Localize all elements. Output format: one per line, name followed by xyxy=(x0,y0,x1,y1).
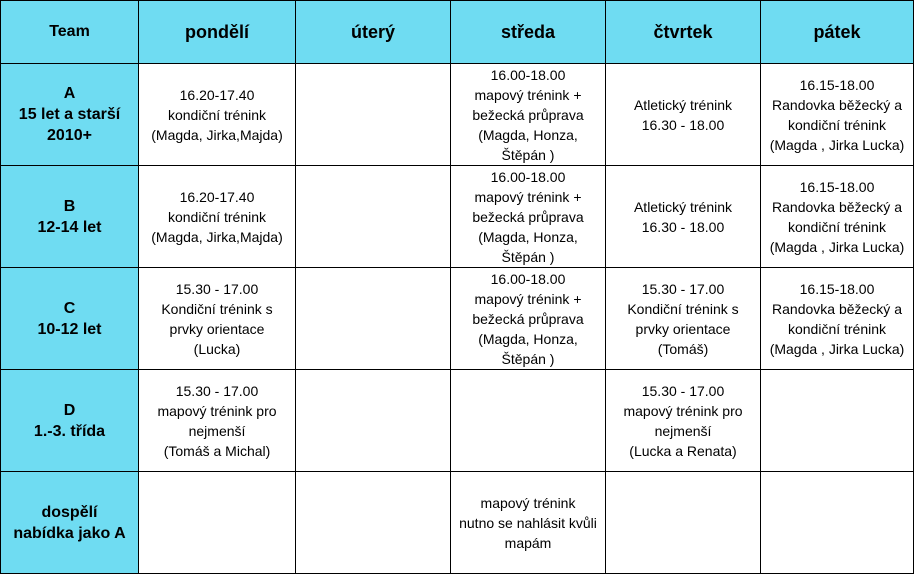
schedule-cell-monday xyxy=(139,472,296,574)
team-label-line: 10-12 let xyxy=(37,320,102,338)
schedule-cell-thursday xyxy=(606,166,761,268)
schedule-cell-line: (Magda, Honza, xyxy=(478,126,578,143)
schedule-cell-wednesday xyxy=(451,472,606,574)
schedule-cell-friday xyxy=(761,370,914,472)
schedule-cell-line: prvky orientace xyxy=(169,320,265,337)
schedule-cell-line: 16.15-18.00 xyxy=(799,280,875,297)
schedule-cell-wednesday xyxy=(451,166,606,268)
schedule-cell-line: prvky orientace xyxy=(635,320,731,337)
schedule-cell-line: 16.15-18.00 xyxy=(799,178,875,195)
header-friday: pátek xyxy=(761,1,914,64)
schedule-cell-line: nejmenší xyxy=(654,422,712,439)
schedule-cell-line: (Magda, Jirka,Majda) xyxy=(151,126,283,143)
schedule-cell-monday xyxy=(139,370,296,472)
schedule-cell-monday xyxy=(139,64,296,166)
header-tuesday: úterý xyxy=(296,1,451,64)
team-label-cell xyxy=(1,166,139,268)
schedule-cell-line: mapový trénink pro xyxy=(157,402,277,419)
schedule-cell-line: Štěpán ) xyxy=(501,350,555,367)
schedule-cell-line: mapový trénink xyxy=(480,494,576,511)
header-row xyxy=(1,1,914,64)
schedule-cell-wednesday xyxy=(451,268,606,370)
schedule-cell-tuesday xyxy=(296,268,451,370)
team-label-line: 2010+ xyxy=(47,127,92,144)
schedule-cell-thursday xyxy=(606,472,761,574)
schedule-cell-line: mapám xyxy=(504,534,552,551)
team-label-line: 12-14 let xyxy=(37,218,102,236)
schedule-cell-monday xyxy=(139,268,296,370)
schedule-cell-line: 16.30 - 18.00 xyxy=(641,116,725,133)
team-label-line: B xyxy=(63,197,76,215)
schedule-cell-wednesday xyxy=(451,370,606,472)
schedule-cell-line: Kondiční trénink s xyxy=(161,300,273,317)
schedule-cell-monday xyxy=(139,166,296,268)
schedule-cell-line: Štěpán ) xyxy=(501,146,555,163)
schedule-cell-line: 16.20-17.40 xyxy=(179,86,255,103)
schedule-cell-tuesday xyxy=(296,64,451,166)
team-label-line: D xyxy=(63,401,76,419)
schedule-cell-line: kondiční trénink xyxy=(787,320,887,337)
team-label-line: A xyxy=(63,85,76,102)
schedule-cell-line: bežecká průprava xyxy=(472,106,584,123)
schedule-cell-line: (Magda, Jirka,Majda) xyxy=(151,228,283,245)
team-row xyxy=(1,64,914,166)
schedule-cell-line: (Magda, Honza, xyxy=(478,228,578,245)
schedule-cell-thursday xyxy=(606,268,761,370)
schedule-cell-line: nejmenší xyxy=(188,422,246,439)
header-wednesday: středa xyxy=(451,1,606,64)
schedule-cell-line: bežecká průprava xyxy=(472,310,584,327)
schedule-cell-friday xyxy=(761,268,914,370)
schedule-cell-line: mapový trénink pro xyxy=(623,402,743,419)
schedule-cell-line: 16.15-18.00 xyxy=(799,76,875,93)
team-row xyxy=(1,268,914,370)
schedule-cell-tuesday xyxy=(296,472,451,574)
schedule-cell-line: 16.00-18.00 xyxy=(490,66,566,83)
schedule-cell-friday xyxy=(761,64,914,166)
schedule-cell-line: (Magda , Jirka Lucka) xyxy=(769,238,905,255)
header-monday: pondělí xyxy=(139,1,296,64)
header-team: Team xyxy=(1,1,139,64)
schedule-cell-line: 15.30 - 17.00 xyxy=(641,382,725,399)
schedule-cell-line: Atletický trénink xyxy=(633,198,733,215)
schedule-cell-line: (Lucka a Renata) xyxy=(629,442,737,459)
schedule-cell-tuesday xyxy=(296,166,451,268)
schedule-cell-line: 15.30 - 17.00 xyxy=(175,382,259,399)
team-label-cell xyxy=(1,370,139,472)
team-label-line: nabídka jako A xyxy=(13,524,126,542)
schedule-cell-thursday xyxy=(606,64,761,166)
team-row xyxy=(1,472,914,574)
team-label-line: 15 let a starší xyxy=(18,106,121,123)
schedule-cell-line: Randovka běžecký a xyxy=(772,96,902,113)
schedule-cell-tuesday xyxy=(296,370,451,472)
schedule-cell-friday xyxy=(761,166,914,268)
schedule-cell-line: 16.00-18.00 xyxy=(490,168,566,185)
schedule-cell-line: Atletický trénink xyxy=(633,96,733,113)
team-label-line: C xyxy=(63,299,76,317)
schedule-cell-line: (Tomáš) xyxy=(657,340,709,357)
schedule-cell-line: 16.30 - 18.00 xyxy=(641,218,725,235)
schedule-cell-line: (Tomáš a Michal) xyxy=(163,442,271,459)
team-row xyxy=(1,166,914,268)
schedule-cell-line: mapový trénink + xyxy=(474,188,582,205)
schedule-cell-line: 16.00-18.00 xyxy=(490,270,566,287)
team-label-line: 1.-3. třída xyxy=(33,422,106,440)
schedule-cell-line: (Magda , Jirka Lucka) xyxy=(769,136,905,153)
schedule-cell-line: kondiční trénink xyxy=(167,106,267,123)
schedule-cell-line: mapový trénink + xyxy=(474,86,582,103)
schedule-cell-wednesday xyxy=(451,64,606,166)
schedule-body xyxy=(1,64,914,574)
schedule-cell-thursday xyxy=(606,370,761,472)
schedule-cell-line: (Magda , Jirka Lucka) xyxy=(769,340,905,357)
schedule-cell-line: nutno se nahlásit kvůli xyxy=(459,514,597,531)
schedule-cell-line: kondiční trénink xyxy=(167,208,267,225)
schedule-cell-line: Randovka běžecký a xyxy=(772,300,902,317)
schedule-cell-line: kondiční trénink xyxy=(787,218,887,235)
schedule-cell-line: Štěpán ) xyxy=(501,248,555,265)
header-thursday: čtvrtek xyxy=(606,1,761,64)
team-label-cell xyxy=(1,64,139,166)
schedule-cell-line: Randovka běžecký a xyxy=(772,198,902,215)
team-label-cell xyxy=(1,268,139,370)
team-label-line: dospělí xyxy=(41,503,98,521)
schedule-cell-line: 16.20-17.40 xyxy=(179,188,255,205)
schedule-cell-line: mapový trénink + xyxy=(474,290,582,307)
schedule-cell-line: Kondiční trénink s xyxy=(627,300,739,317)
schedule-cell-line: 15.30 - 17.00 xyxy=(175,280,259,297)
schedule-cell-line: (Magda, Honza, xyxy=(478,330,578,347)
schedule-cell-line: 15.30 - 17.00 xyxy=(641,280,725,297)
schedule-cell-line: (Lucka) xyxy=(193,340,241,357)
team-row xyxy=(1,370,914,472)
schedule-cell-friday xyxy=(761,472,914,574)
schedule-cell-line: bežecká průprava xyxy=(472,208,584,225)
team-label-cell xyxy=(1,472,139,574)
schedule-cell-line: kondiční trénink xyxy=(787,116,887,133)
